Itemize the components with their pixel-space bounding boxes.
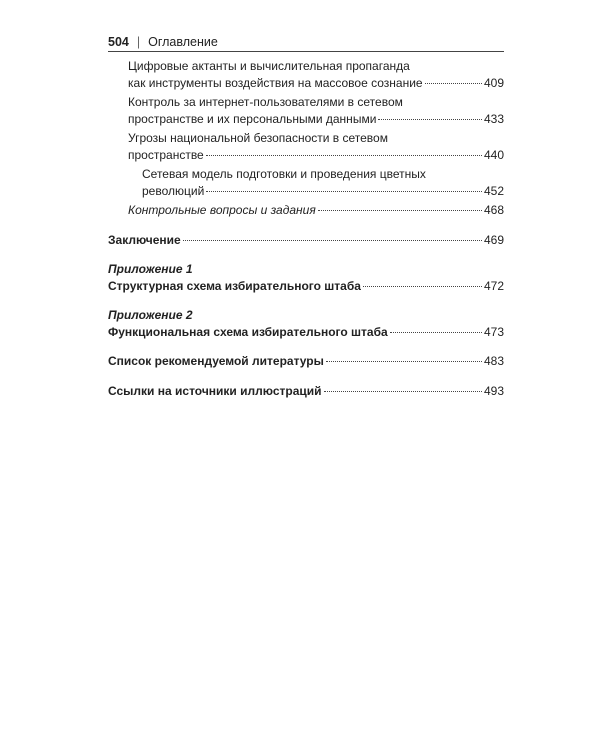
toc-entry-page: 468: [483, 203, 504, 217]
toc-entry-page: 452: [483, 183, 504, 198]
page-number: 504: [108, 35, 129, 49]
header-title: Оглавление: [148, 35, 218, 49]
toc-entry-title-line2: пространстве и их персональными данными: [128, 111, 377, 126]
leader-dots: [326, 361, 482, 362]
header-separator: |: [136, 35, 141, 49]
appendix-label: Приложение 1: [108, 262, 193, 276]
toc-entry-title: Контрольные вопросы и задания: [128, 203, 316, 217]
leader-dots: [324, 391, 482, 392]
header-rule: [108, 51, 504, 52]
toc-entry-illustration-sources[interactable]: [108, 383, 504, 400]
toc-entry-title-line2: революций: [142, 183, 205, 198]
toc-entry-page: 472: [483, 278, 504, 293]
toc-entry-title: Структурная схема избирательного штаба: [108, 278, 361, 293]
toc-entry[interactable]: [108, 202, 504, 219]
table-of-contents: [108, 58, 504, 402]
toc-entry-title: Заключение: [108, 232, 181, 247]
toc-entry-page: 493: [483, 383, 504, 398]
toc-entry-page: 483: [483, 354, 504, 368]
leader-dots: [183, 240, 482, 241]
toc-entry-title-line1: Цифровые актанты и вычислительная пропаганда: [128, 59, 410, 73]
toc-entry-title-line1: Контроль за интернет-пользователями в сетевом: [128, 95, 403, 109]
appendix-label: Приложение 2: [108, 308, 193, 322]
toc-entry-title-line1: Сетевая модель подготовки и проведения цветных: [142, 167, 426, 181]
toc-entry-appendix-2[interactable]: [108, 307, 504, 340]
leader-dots: [425, 83, 482, 84]
leader-dots: [390, 332, 482, 333]
toc-entry-page: 440: [483, 147, 504, 162]
leader-dots: [363, 286, 482, 287]
toc-entry-title: Ссылки на источники иллюстраций: [108, 383, 322, 398]
leader-dots: [206, 191, 482, 192]
toc-entry-page: 409: [483, 75, 504, 90]
toc-entry-title: Функциональная схема избирательного штаба: [108, 324, 388, 339]
toc-entry-page: 433: [483, 111, 504, 126]
leader-dots: [318, 210, 482, 211]
toc-entry-page: 469: [483, 232, 504, 247]
toc-entry-conclusion[interactable]: [108, 232, 504, 249]
running-header: [108, 35, 504, 49]
toc-entry-appendix-1[interactable]: [108, 261, 504, 294]
leader-dots: [206, 155, 482, 156]
toc-entry[interactable]: [108, 94, 504, 127]
toc-entry-title-line2: пространстве: [128, 147, 204, 162]
toc-entry-page: 473: [483, 324, 504, 339]
toc-entry[interactable]: [108, 166, 504, 199]
leader-dots: [378, 119, 482, 120]
toc-entry-title-line1: Угрозы национальной безопасности в сетевом: [128, 131, 388, 145]
toc-entry[interactable]: [108, 58, 504, 91]
toc-entry[interactable]: [108, 130, 504, 163]
toc-entry-title: Список рекомендуемой литературы: [108, 354, 324, 368]
toc-entry-bibliography[interactable]: [108, 353, 504, 370]
toc-entry-title-line2: как инструменты воздействия на массовое сознание: [128, 75, 423, 90]
